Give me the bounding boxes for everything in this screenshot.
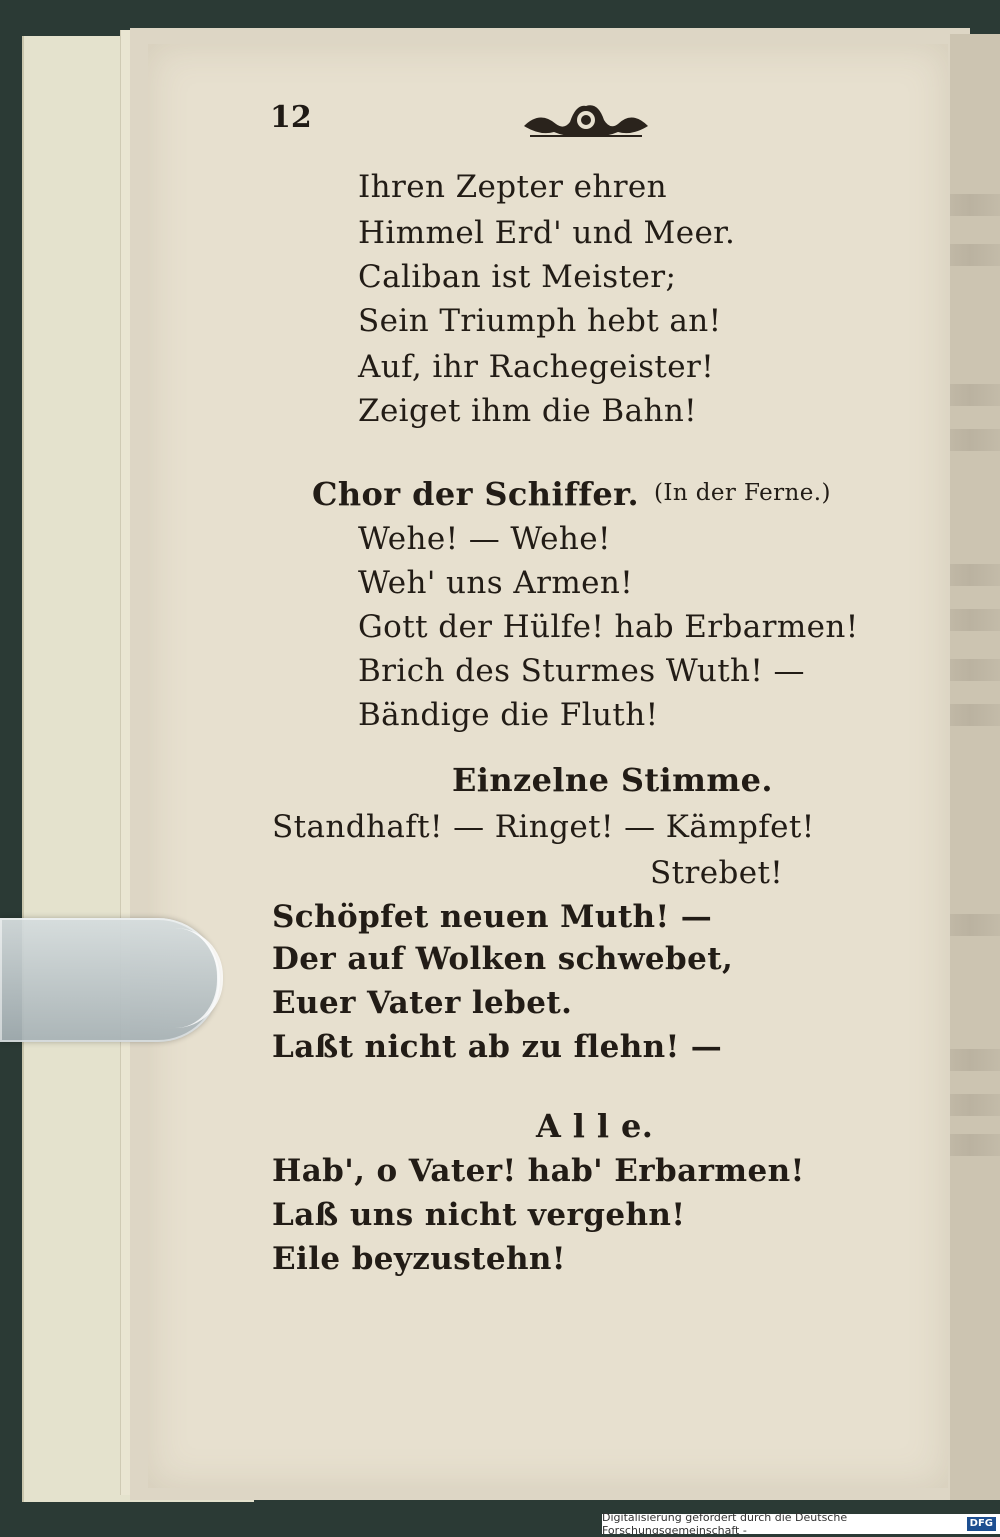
page-number: 12	[270, 100, 312, 135]
credit-text: Digitalisierung gefördert durch die Deutsche Forschungsgemeinschaft -	[602, 1511, 848, 1537]
verse-line: Bändige die Fluth!	[358, 697, 659, 733]
verse-line: Eile beyzustehn!	[272, 1241, 566, 1277]
verse-line: Auf, ihr Rachegeister!	[358, 349, 715, 385]
verse-line: Gott der Hülfe! hab Erbarmen!	[358, 609, 859, 645]
verse-line: Der auf Wolken schwebet,	[272, 941, 734, 977]
speaker-heading: Einzelne Stimme.	[452, 761, 773, 799]
verse-line: Standhaft! — Ringet! — Kämpfet!	[272, 809, 815, 845]
verse-line: Himmel Erd' und Meer.	[358, 215, 736, 251]
verse-line: Euer Vater lebet.	[272, 985, 573, 1021]
verse-line: Strebet!	[650, 855, 784, 891]
verse-line: Brich des Sturmes Wuth! —	[358, 653, 805, 689]
dfg-logo: DFG	[967, 1517, 996, 1531]
facing-page-edge	[950, 34, 1000, 1500]
verse-line: Laß uns nicht vergehn!	[272, 1197, 686, 1233]
verse-line: Wehe! — Wehe!	[358, 521, 611, 557]
floral-ornament-icon	[520, 96, 652, 144]
stage-direction: (In der Ferne.)	[654, 480, 831, 506]
verse-line: Caliban ist Meister;	[358, 259, 677, 295]
verse-line: Laßt nicht ab zu flehn! —	[272, 1029, 723, 1065]
digitization-credit	[602, 1511, 1000, 1537]
verse-line: Sein Triumph hebt an!	[358, 303, 722, 339]
verse-line: Schöpfet neuen Muth! —	[272, 899, 713, 935]
verse-line: Zeiget ihm die Bahn!	[358, 393, 698, 429]
verse-line: Weh' uns Armen!	[358, 565, 634, 601]
verse-line: Ihren Zepter ehren	[358, 169, 668, 205]
speaker-heading: Chor der Schiffer.	[312, 475, 639, 513]
verse-line: Hab', o Vater! hab' Erbarmen!	[272, 1153, 805, 1189]
speaker-heading: A l l e.	[536, 1107, 654, 1145]
